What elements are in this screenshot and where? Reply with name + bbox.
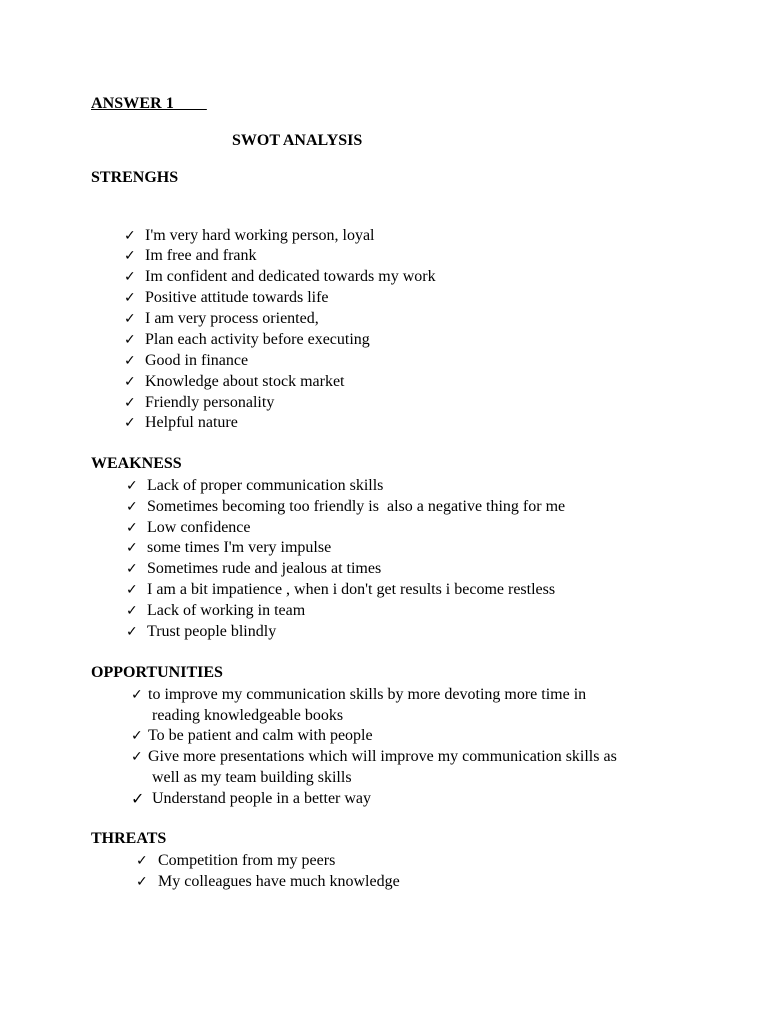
strengths-item: ✓ Knowledge about stock market <box>124 373 345 390</box>
weakness-item: ✓ Trust people blindly <box>126 623 277 640</box>
weakness-item: ✓ I am a bit impatience , when i don't get results i become restless <box>126 581 556 598</box>
checkmark-icon: ✓ <box>124 395 136 411</box>
threats-item: ✓ Competition from my peers <box>136 852 336 869</box>
checkmark-icon: ✓ <box>124 248 136 264</box>
strengths-item: ✓ Plan each activity before executing <box>124 331 370 348</box>
checkmark-icon: ✓ <box>131 687 143 703</box>
strengths-heading: STRENGHS <box>91 169 179 186</box>
checkmark-icon: ✓ <box>126 603 138 619</box>
checkmark-icon: ✓ <box>131 749 143 765</box>
checkmark-icon: ✓ <box>126 520 138 536</box>
strengths-item: ✓ Good in finance <box>124 352 249 369</box>
checkmark-icon: ✓ <box>126 540 138 556</box>
opportunities-item: ✓ Give more presentations which will improve my communication skills as <box>131 748 617 765</box>
checkmark-icon: ✓ <box>126 561 138 577</box>
checkmark-icon: ✓ <box>131 789 145 808</box>
checkmark-icon: ✓ <box>124 332 136 348</box>
checkmark-icon: ✓ <box>124 269 136 285</box>
strengths-item: ✓ Positive attitude towards life <box>124 289 329 306</box>
weakness-heading: WEAKNESS <box>91 455 182 472</box>
checkmark-icon: ✓ <box>124 228 136 244</box>
checkmark-icon: ✓ <box>124 374 136 390</box>
weakness-item: ✓ Sometimes becoming too friendly is also a negative thing for me <box>126 498 566 515</box>
opportunities-heading: OPPORTUNITIES <box>91 664 223 681</box>
weakness-item: ✓ Lack of working in team <box>126 602 306 619</box>
checkmark-icon: ✓ <box>136 853 148 869</box>
document-title: SWOT ANALYSIS <box>232 132 363 149</box>
answer-label: ANSWER 1 <box>91 95 207 112</box>
checkmark-icon: ✓ <box>131 728 143 744</box>
strengths-item: ✓ Im free and frank <box>124 247 257 264</box>
checkmark-icon: ✓ <box>126 582 138 598</box>
weakness-item: ✓ Low confidence <box>126 519 251 536</box>
weakness-item: ✓ Sometimes rude and jealous at times <box>126 560 382 577</box>
opportunities-item-continued: well as my team building skills <box>152 769 352 786</box>
threats-item: ✓ My colleagues have much knowledge <box>136 873 400 890</box>
strengths-item: ✓ Friendly personality <box>124 394 275 411</box>
strengths-item: ✓ Im confident and dedicated towards my work <box>124 268 436 285</box>
checkmark-icon: ✓ <box>124 290 136 306</box>
checkmark-icon: ✓ <box>126 624 138 640</box>
checkmark-icon: ✓ <box>136 874 148 890</box>
opportunities-item-continued: reading knowledgeable books <box>152 707 344 724</box>
opportunities-item: ✓ To be patient and calm with people <box>131 727 373 744</box>
opportunities-item: ✓ Understand people in a better way <box>131 789 372 808</box>
strengths-item: ✓ I'm very hard working person, loyal <box>124 227 375 244</box>
strengths-item: ✓ Helpful nature <box>124 414 238 431</box>
checkmark-icon: ✓ <box>126 478 138 494</box>
checkmark-icon: ✓ <box>126 499 138 515</box>
strengths-item: ✓ I am very process oriented, <box>124 310 319 327</box>
threats-heading: THREATS <box>91 830 167 847</box>
weakness-item: ✓ Lack of proper communication skills <box>126 477 384 494</box>
checkmark-icon: ✓ <box>124 353 136 369</box>
weakness-item: ✓ some times I'm very impulse <box>126 539 332 556</box>
opportunities-item: ✓ to improve my communication skills by more devoting more time in <box>131 686 587 703</box>
checkmark-icon: ✓ <box>124 415 136 431</box>
checkmark-icon: ✓ <box>124 311 136 327</box>
